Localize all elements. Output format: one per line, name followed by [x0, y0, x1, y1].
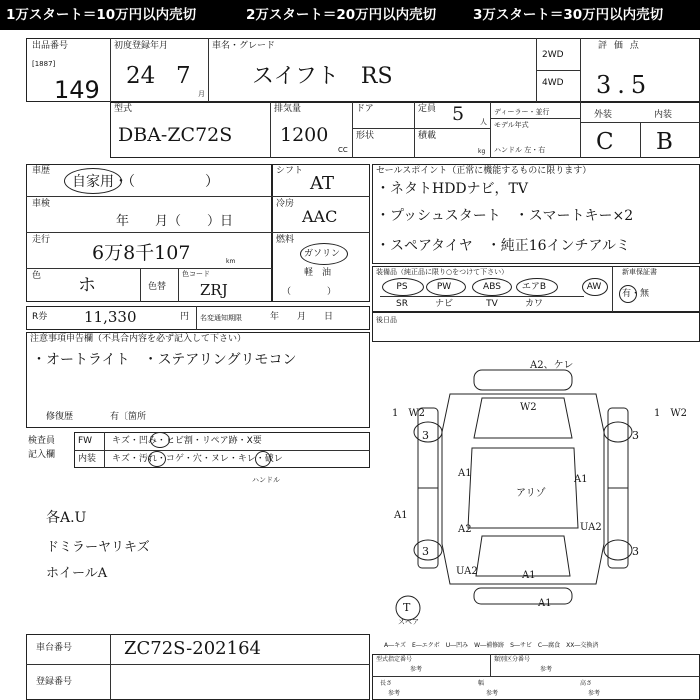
sales-points-title: セールスポイント（正常に機能するものに限ります）	[376, 166, 592, 176]
chassis-value: ZC72S-202164	[124, 638, 261, 659]
recycle-label: R券	[32, 312, 48, 322]
score: 3.5	[596, 71, 653, 99]
equip-airbag-circle	[516, 278, 558, 296]
mileage-label: 走行	[32, 235, 51, 245]
exterior-tag: FW	[78, 436, 93, 446]
mileage-value: 6万8千107	[92, 242, 191, 264]
diag-label-rear: A1	[538, 598, 552, 609]
sales-point-2: ・プッシュスタート ・スマートキー×2	[376, 208, 634, 224]
repair-label: 修復歴	[46, 412, 74, 422]
diag-side-left: 1 W2	[392, 408, 426, 419]
history-label: 車歴	[32, 166, 51, 176]
diag-label-hood: W2	[520, 402, 537, 413]
sales-point-1: ・ネタトHDDナビ，TV	[376, 181, 528, 197]
fuel-light: 軽 油	[304, 268, 332, 278]
equip-navi: ナビ	[434, 299, 453, 309]
color-value: ホ	[78, 275, 96, 296]
displacement-label: 排気量	[274, 104, 302, 114]
doors-label: ドア	[356, 104, 374, 114]
exterior-codes: キズ・凹み・ヒビ割・リペア跡・X要	[112, 436, 262, 446]
color-change-label: 色替	[148, 282, 167, 292]
equip-ps-circle	[382, 278, 424, 296]
warranty-label: 新車保証書	[622, 268, 657, 276]
warranty-options: 有・無	[622, 289, 650, 299]
inspector-label: 検査員	[28, 436, 56, 446]
handle-label: ハンドル 左・右	[494, 146, 546, 154]
remark-1: 各A.U	[46, 510, 87, 526]
capacity-label: 定員	[418, 104, 437, 114]
diag-label-left-side: A1	[394, 510, 408, 521]
notice-date: 年 月 日	[270, 312, 334, 322]
exterior-label: 外装	[594, 110, 613, 120]
spec-numbers-box	[372, 654, 700, 700]
yen-unit: 円	[180, 312, 190, 322]
sales-point-3: ・スペアタイヤ ・純正16インチアルミ	[376, 238, 630, 254]
remark-2: ドミラーヤリキズ	[46, 540, 150, 555]
interior-tag: 内装	[78, 454, 97, 464]
model-value: DBA-ZC72S	[118, 124, 233, 146]
auction-banner	[0, 0, 700, 30]
inspection-value: 年 月（ ）日	[116, 214, 234, 229]
diag-label-front: A2、ケレ	[530, 360, 574, 371]
ac-label: 冷房	[276, 199, 295, 209]
ref-label-3: 参考	[388, 690, 401, 697]
color-code-label: 色コード	[182, 270, 210, 278]
diag-label-right-rear: UA2	[580, 522, 602, 533]
first-reg-label: 初度登録年月	[114, 41, 169, 51]
diag-wheel-rr: 3	[632, 545, 639, 558]
stain-circle	[148, 451, 166, 467]
fuel-gas: ガソリン	[304, 249, 341, 259]
car-name-label: 車名・グレード	[212, 41, 276, 51]
km-unit: km	[226, 258, 236, 265]
damage-legend: A―キズ E―エクボ U―凹み W―補修跡 S―サビ C―腐食 XX―交換済	[384, 642, 599, 649]
dent-circle	[150, 432, 170, 448]
diag-label-roof: アリゾ	[516, 488, 546, 499]
reg-month: 7	[176, 63, 191, 89]
type-designation-label: 型式指定番号	[376, 656, 413, 663]
repair-value: 有〔箇所	[110, 412, 147, 422]
spare-label: スペア	[398, 618, 419, 626]
interior-grade: B	[656, 129, 673, 155]
exterior-grade: C	[596, 129, 614, 155]
banner-tier-2: 2万スタート＝20万円以内売切	[246, 7, 437, 23]
interior-label: 内装	[654, 110, 673, 120]
length-label: 長さ	[380, 680, 393, 687]
diag-wheel-fl: 3	[422, 429, 429, 442]
diag-label-right-front: A1	[574, 474, 588, 485]
shape-label: 形状	[356, 131, 375, 141]
notice-label: 名変通知期限	[200, 314, 242, 322]
ref-label-1: 参考	[410, 666, 423, 673]
shift-label: シフト	[276, 166, 304, 176]
score-label: 評 価 点	[598, 41, 641, 51]
remark-3: ホイールA	[46, 566, 108, 581]
ref-label-5: 参考	[588, 690, 601, 697]
displacement-value: 1200	[280, 124, 329, 146]
diag-label-left-front: A1	[458, 468, 472, 479]
reg-year: 24	[126, 63, 156, 89]
equip-abs-circle	[472, 278, 512, 296]
equipment-title: 装備品（純正品に限り○をつけて下さい）	[376, 268, 509, 276]
diag-side-right: 1 W2	[654, 408, 688, 419]
rear-bumper-outline	[474, 588, 572, 604]
reg-month-unit: 月	[198, 90, 205, 98]
capacity-value: 5	[452, 103, 465, 125]
later-docs-label: 後日品	[376, 316, 397, 324]
entry-label: 記入欄	[28, 450, 56, 460]
ac-value: AAC	[302, 207, 338, 226]
kg-unit: kg	[478, 148, 486, 155]
car-name: スイフト RS	[252, 64, 393, 89]
model-year-label: モデル年式	[494, 121, 529, 129]
later-docs-box	[372, 312, 700, 342]
category-no-label: 類別区分番号	[494, 656, 531, 663]
person-unit: 人	[480, 118, 487, 126]
chassis-label: 車台番号	[36, 643, 73, 653]
diag-label-left-rear: A2	[458, 524, 472, 535]
warranty-circle	[619, 285, 637, 303]
inspection-label: 車検	[32, 199, 51, 209]
notes-block	[26, 332, 370, 428]
front-bumper-outline	[474, 370, 572, 390]
notes-title: 注意事項申告欄（不具合内容を必ず記入して下さい）	[30, 334, 247, 344]
fuel-label: 燃料	[276, 235, 295, 245]
fuel-other: （ ）	[282, 287, 337, 297]
lot-number: 149	[54, 76, 100, 104]
banner-tier-3: 3万スタート＝30万円以内売切	[473, 7, 664, 23]
banner-tier-1: 1万スタート＝10万円以内売切	[6, 7, 197, 23]
equip-aw-circle	[582, 278, 608, 296]
cc-unit: CC	[338, 146, 348, 154]
equip-abs: ABS	[483, 282, 501, 292]
equip-tv: TV	[486, 299, 498, 309]
wet-circle	[255, 451, 271, 467]
diag-label-rear-left: UA2	[456, 566, 478, 577]
drive-2wd: 2WD	[542, 50, 564, 60]
diag-label-trunk: A1	[522, 570, 536, 581]
lot-code: [1887]	[32, 60, 56, 68]
fuel-circle-mark	[300, 243, 348, 265]
spare-tire-mark: T	[403, 601, 411, 614]
height-label: 高さ	[580, 680, 593, 687]
handle-note: ハンドル	[252, 476, 280, 484]
ref-label-2: 参考	[540, 666, 553, 673]
equip-aw: AW	[586, 282, 602, 292]
notes-text: ・オートライト ・ステアリングリモコン	[32, 352, 297, 368]
ref-label-4: 参考	[486, 690, 499, 697]
dealer-label: ディーラー・並行	[494, 108, 550, 116]
color-code-value: ZRJ	[200, 281, 228, 299]
width-label: 幅	[478, 680, 485, 687]
diag-wheel-rl: 3	[422, 545, 429, 558]
equip-leather: カワ	[524, 299, 543, 309]
interior-codes: キズ・汚れ・コゲ・穴・ヌレ・キレ・破レ	[112, 454, 283, 464]
history-value: 自家用・（ ）	[72, 174, 219, 190]
equip-pw: PW	[436, 282, 452, 292]
load-label: 積載	[418, 131, 437, 141]
diag-wheel-fr: 3	[632, 429, 639, 442]
history-circle-mark	[64, 168, 122, 194]
model-label: 型式	[114, 104, 133, 114]
equip-pw-circle	[426, 278, 466, 296]
color-label: 色	[32, 271, 42, 281]
shift-value: AT	[310, 173, 335, 194]
equip-ps: PS	[396, 282, 408, 292]
equip-sr: SR	[396, 299, 408, 309]
recycle-value: 11,330	[84, 308, 137, 326]
drive-4wd: 4WD	[542, 78, 564, 88]
lot-label: 出品番号	[32, 41, 69, 51]
equip-airbag: エアB	[521, 282, 547, 292]
reg-no-label: 登録番号	[36, 677, 73, 687]
